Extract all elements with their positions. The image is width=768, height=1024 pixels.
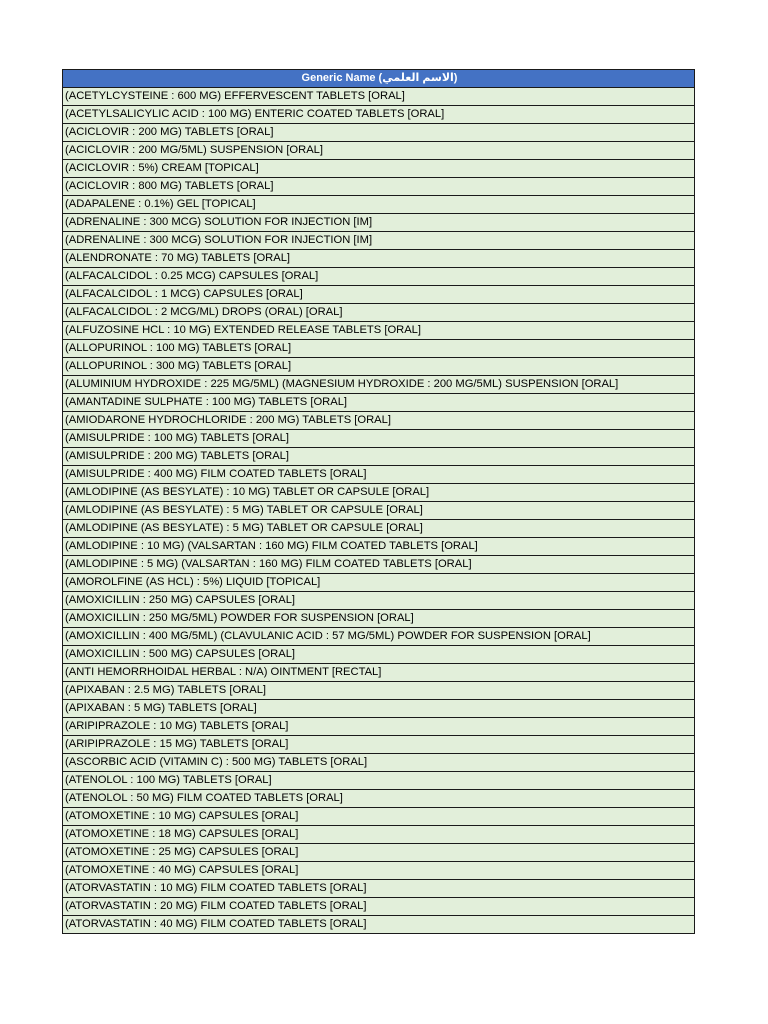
table-row bbox=[63, 808, 695, 826]
table-row bbox=[63, 682, 695, 700]
generic-name-cell: (ALLOPURINOL : 100 MG) TABLETS [ORAL] bbox=[63, 340, 695, 358]
generic-name-cell: (ATENOLOL : 50 MG) FILM COATED TABLETS [ORAL] bbox=[63, 790, 695, 808]
generic-name-cell: (AMANTADINE SULPHATE : 100 MG) TABLETS [ORAL] bbox=[63, 394, 695, 412]
table-row bbox=[63, 376, 695, 394]
table-row bbox=[63, 394, 695, 412]
generic-name-cell: (AMLODIPINE (AS BESYLATE) : 10 MG) TABLET OR CAPSULE [ORAL] bbox=[63, 484, 695, 502]
generic-name-cell: (AMOXICILLIN : 250 MG/5ML) POWDER FOR SUSPENSION [ORAL] bbox=[63, 610, 695, 628]
table-row bbox=[63, 862, 695, 880]
generic-name-cell: (AMISULPRIDE : 200 MG) TABLETS [ORAL] bbox=[63, 448, 695, 466]
generic-name-cell: (ALFACALCIDOL : 1 MCG) CAPSULES [ORAL] bbox=[63, 286, 695, 304]
generic-name-cell: (AMLODIPINE (AS BESYLATE) : 5 MG) TABLET OR CAPSULE [ORAL] bbox=[63, 520, 695, 538]
table-row bbox=[63, 538, 695, 556]
table-row bbox=[63, 448, 695, 466]
table-row bbox=[63, 160, 695, 178]
table-row bbox=[63, 898, 695, 916]
table-row bbox=[63, 592, 695, 610]
generic-name-cell: (AMLODIPINE : 5 MG) (VALSARTAN : 160 MG) FILM COATED TABLETS [ORAL] bbox=[63, 556, 695, 574]
generic-name-cell: (ANTI HEMORRHOIDAL HERBAL : N/A) OINTMENT [RECTAL] bbox=[63, 664, 695, 682]
generic-name-cell: (ATORVASTATIN : 40 MG) FILM COATED TABLETS [ORAL] bbox=[63, 916, 695, 934]
table-row bbox=[63, 214, 695, 232]
table-row bbox=[63, 790, 695, 808]
generic-name-cell: (ACICLOVIR : 200 MG/5ML) SUSPENSION [ORAL] bbox=[63, 142, 695, 160]
generic-name-cell: (ALUMINIUM HYDROXIDE : 225 MG/5ML) (MAGNESIUM HYDROXIDE : 200 MG/5ML) SUSPENSION [ORAL] bbox=[63, 376, 695, 394]
generic-name-cell: (AMLODIPINE : 10 MG) (VALSARTAN : 160 MG) FILM COATED TABLETS [ORAL] bbox=[63, 538, 695, 556]
generic-name-cell: (ALFACALCIDOL : 2 MCG/ML) DROPS (ORAL) [ORAL] bbox=[63, 304, 695, 322]
table-row bbox=[63, 916, 695, 934]
generic-name-cell: (AMISULPRIDE : 100 MG) TABLETS [ORAL] bbox=[63, 430, 695, 448]
table-row bbox=[63, 574, 695, 592]
generic-name-cell: (ADRENALINE : 300 MCG) SOLUTION FOR INJECTION [IM] bbox=[63, 232, 695, 250]
table-row bbox=[63, 628, 695, 646]
table-row bbox=[63, 358, 695, 376]
generic-name-cell: (AMISULPRIDE : 400 MG) FILM COATED TABLETS [ORAL] bbox=[63, 466, 695, 484]
generic-name-cell: (AMLODIPINE (AS BESYLATE) : 5 MG) TABLET OR CAPSULE [ORAL] bbox=[63, 502, 695, 520]
table-row bbox=[63, 178, 695, 196]
table-row bbox=[63, 736, 695, 754]
generic-name-cell: (AMOXICILLIN : 250 MG) CAPSULES [ORAL] bbox=[63, 592, 695, 610]
table-row bbox=[63, 124, 695, 142]
generic-name-cell: (ALFACALCIDOL : 0.25 MCG) CAPSULES [ORAL] bbox=[63, 268, 695, 286]
table-row bbox=[63, 718, 695, 736]
table-row bbox=[63, 556, 695, 574]
table-row bbox=[63, 664, 695, 682]
table-row bbox=[63, 106, 695, 124]
generic-name-column-header: Generic Name (الاسم العلمي) bbox=[63, 70, 695, 88]
table-row bbox=[63, 304, 695, 322]
table-row bbox=[63, 412, 695, 430]
table-row bbox=[63, 700, 695, 718]
table-row bbox=[63, 142, 695, 160]
generic-name-cell: (ALENDRONATE : 70 MG) TABLETS [ORAL] bbox=[63, 250, 695, 268]
generic-name-cell: (ACICLOVIR : 5%) CREAM [TOPICAL] bbox=[63, 160, 695, 178]
generic-name-cell: (AMOXICILLIN : 500 MG) CAPSULES [ORAL] bbox=[63, 646, 695, 664]
generic-name-cell: (ARIPIPRAZOLE : 10 MG) TABLETS [ORAL] bbox=[63, 718, 695, 736]
table-row bbox=[63, 484, 695, 502]
generic-name-cell: (ASCORBIC ACID (VITAMIN C) : 500 MG) TABLETS [ORAL] bbox=[63, 754, 695, 772]
generic-name-cell: (ALFUZOSINE HCL : 10 MG) EXTENDED RELEASE TABLETS [ORAL] bbox=[63, 322, 695, 340]
table-header-row bbox=[63, 70, 695, 88]
table-body bbox=[63, 88, 695, 934]
generic-name-cell: (ATOMOXETINE : 40 MG) CAPSULES [ORAL] bbox=[63, 862, 695, 880]
generic-name-cell: (ATOMOXETINE : 25 MG) CAPSULES [ORAL] bbox=[63, 844, 695, 862]
table-row bbox=[63, 268, 695, 286]
table-row bbox=[63, 844, 695, 862]
generic-name-cell: (ATENOLOL : 100 MG) TABLETS [ORAL] bbox=[63, 772, 695, 790]
generic-name-cell: (ATORVASTATIN : 20 MG) FILM COATED TABLETS [ORAL] bbox=[63, 898, 695, 916]
table-row bbox=[63, 196, 695, 214]
generic-name-cell: (ACETYLCYSTEINE : 600 MG) EFFERVESCENT TABLETS [ORAL] bbox=[63, 88, 695, 106]
generic-name-cell: (ACICLOVIR : 800 MG) TABLETS [ORAL] bbox=[63, 178, 695, 196]
generic-name-cell: (ARIPIPRAZOLE : 15 MG) TABLETS [ORAL] bbox=[63, 736, 695, 754]
table-row bbox=[63, 88, 695, 106]
generic-name-cell: (ATOMOXETINE : 18 MG) CAPSULES [ORAL] bbox=[63, 826, 695, 844]
generic-name-cell: (AMOXICILLIN : 400 MG/5ML) (CLAVULANIC ACID : 57 MG/5ML) POWDER FOR SUSPENSION [ORAL] bbox=[63, 628, 695, 646]
table-row bbox=[63, 826, 695, 844]
generic-name-cell: (ADAPALENE : 0.1%) GEL [TOPICAL] bbox=[63, 196, 695, 214]
table-row bbox=[63, 520, 695, 538]
table-row bbox=[63, 646, 695, 664]
generic-name-cell: (ATORVASTATIN : 10 MG) FILM COATED TABLETS [ORAL] bbox=[63, 880, 695, 898]
generic-name-table bbox=[62, 69, 695, 934]
generic-name-cell: (ADRENALINE : 300 MCG) SOLUTION FOR INJECTION [IM] bbox=[63, 214, 695, 232]
table-row bbox=[63, 340, 695, 358]
generic-name-cell: (APIXABAN : 2.5 MG) TABLETS [ORAL] bbox=[63, 682, 695, 700]
table-row bbox=[63, 250, 695, 268]
table-row bbox=[63, 502, 695, 520]
generic-name-cell: (AMOROLFINE (AS HCL) : 5%) LIQUID [TOPICAL] bbox=[63, 574, 695, 592]
generic-name-cell: (ACETYLSALICYLIC ACID : 100 MG) ENTERIC COATED TABLETS [ORAL] bbox=[63, 106, 695, 124]
generic-name-cell: (ATOMOXETINE : 10 MG) CAPSULES [ORAL] bbox=[63, 808, 695, 826]
table-row bbox=[63, 322, 695, 340]
table-row bbox=[63, 772, 695, 790]
table-row bbox=[63, 880, 695, 898]
table-row bbox=[63, 430, 695, 448]
table-row bbox=[63, 754, 695, 772]
table-row bbox=[63, 466, 695, 484]
table-row bbox=[63, 286, 695, 304]
table-row bbox=[63, 232, 695, 250]
generic-name-cell: (ALLOPURINOL : 300 MG) TABLETS [ORAL] bbox=[63, 358, 695, 376]
generic-name-cell: (APIXABAN : 5 MG) TABLETS [ORAL] bbox=[63, 700, 695, 718]
generic-name-cell: (ACICLOVIR : 200 MG) TABLETS [ORAL] bbox=[63, 124, 695, 142]
generic-name-cell: (AMIODARONE HYDROCHLORIDE : 200 MG) TABLETS [ORAL] bbox=[63, 412, 695, 430]
table-row bbox=[63, 610, 695, 628]
